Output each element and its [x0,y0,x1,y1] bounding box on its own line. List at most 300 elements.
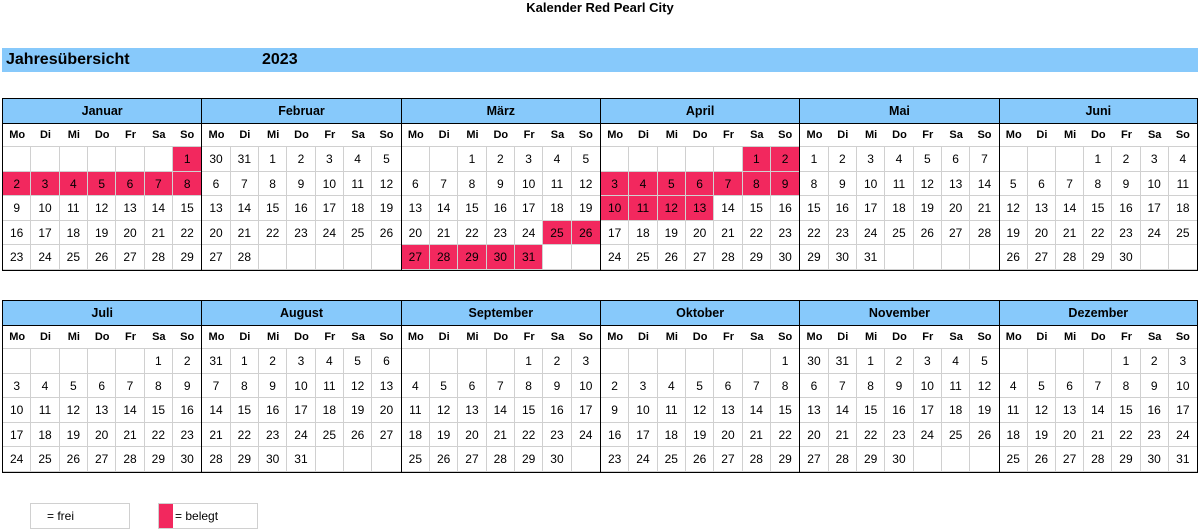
day-cell[interactable]: 2 [259,349,287,374]
day-cell[interactable]: 3 [857,147,885,172]
day-cell[interactable]: 23 [543,423,571,448]
day-cell[interactable]: 28 [487,447,515,472]
day-cell[interactable]: 29 [515,447,543,472]
day-cell[interactable]: 8 [259,172,287,197]
day-cell[interactable]: 24 [316,221,344,246]
day-cell[interactable]: 11 [629,196,657,221]
day-cell[interactable]: 17 [572,398,600,423]
day-cell[interactable]: 25 [885,221,913,246]
day-cell[interactable]: 9 [771,172,799,197]
day-cell[interactable]: 20 [88,423,116,448]
day-cell[interactable]: 13 [1056,398,1084,423]
day-cell[interactable]: 13 [88,398,116,423]
day-cell[interactable]: 15 [1112,398,1140,423]
day-cell[interactable]: 13 [800,398,828,423]
day-cell[interactable]: 29 [1084,245,1112,270]
day-cell[interactable]: 10 [572,374,600,399]
day-cell[interactable]: 30 [1141,447,1169,472]
day-cell[interactable]: 29 [771,447,799,472]
day-cell[interactable]: 24 [3,447,31,472]
day-cell[interactable]: 10 [1141,172,1169,197]
day-cell[interactable]: 9 [3,196,31,221]
day-cell[interactable]: 24 [31,245,59,270]
day-cell[interactable]: 12 [914,172,942,197]
day-cell[interactable]: 12 [686,398,714,423]
day-cell[interactable]: 31 [857,245,885,270]
day-cell[interactable]: 25 [402,447,430,472]
day-cell[interactable]: 15 [173,196,201,221]
day-cell[interactable]: 18 [658,423,686,448]
day-cell[interactable]: 21 [145,221,173,246]
day-cell[interactable]: 23 [287,221,315,246]
day-cell[interactable]: 18 [629,221,657,246]
day-cell[interactable]: 16 [487,196,515,221]
day-cell[interactable]: 19 [430,423,458,448]
day-cell[interactable]: 27 [202,245,230,270]
day-cell[interactable]: 6 [800,374,828,399]
day-cell[interactable]: 26 [372,221,400,246]
day-cell[interactable]: 8 [515,374,543,399]
day-cell[interactable]: 31 [287,447,315,472]
day-cell[interactable]: 24 [601,245,629,270]
day-cell[interactable]: 10 [287,374,315,399]
day-cell[interactable]: 17 [914,398,942,423]
day-cell[interactable]: 19 [88,221,116,246]
day-cell[interactable]: 23 [259,423,287,448]
day-cell[interactable]: 3 [914,349,942,374]
day-cell[interactable]: 27 [714,447,742,472]
day-cell[interactable]: 11 [402,398,430,423]
day-cell[interactable]: 19 [686,423,714,448]
day-cell[interactable]: 27 [402,245,430,270]
day-cell[interactable]: 13 [1028,196,1056,221]
day-cell[interactable]: 29 [1112,447,1140,472]
day-cell[interactable]: 16 [885,398,913,423]
day-cell[interactable]: 18 [1169,196,1197,221]
day-cell[interactable]: 25 [344,221,372,246]
day-cell[interactable]: 12 [430,398,458,423]
day-cell[interactable]: 7 [743,374,771,399]
day-cell[interactable]: 5 [60,374,88,399]
day-cell[interactable]: 19 [1028,423,1056,448]
day-cell[interactable]: 28 [430,245,458,270]
day-cell[interactable]: 8 [771,374,799,399]
day-cell[interactable]: 15 [259,196,287,221]
day-cell[interactable]: 22 [458,221,486,246]
day-cell[interactable]: 20 [942,196,970,221]
day-cell[interactable]: 16 [173,398,201,423]
day-cell[interactable]: 11 [942,374,970,399]
day-cell[interactable]: 20 [1056,423,1084,448]
day-cell[interactable]: 4 [402,374,430,399]
day-cell[interactable]: 7 [116,374,144,399]
day-cell[interactable]: 3 [572,349,600,374]
day-cell[interactable]: 26 [60,447,88,472]
day-cell[interactable]: 8 [173,172,201,197]
day-cell[interactable]: 23 [771,221,799,246]
day-cell[interactable]: 15 [1084,196,1112,221]
day-cell[interactable]: 27 [942,221,970,246]
day-cell[interactable]: 11 [31,398,59,423]
day-cell[interactable]: 11 [60,196,88,221]
day-cell[interactable]: 16 [829,196,857,221]
day-cell[interactable]: 19 [914,196,942,221]
day-cell[interactable]: 9 [259,374,287,399]
day-cell[interactable]: 24 [914,423,942,448]
day-cell[interactable]: 9 [543,374,571,399]
day-cell[interactable]: 17 [1141,196,1169,221]
day-cell[interactable]: 12 [344,374,372,399]
day-cell[interactable]: 26 [572,221,600,246]
day-cell[interactable]: 14 [714,196,742,221]
day-cell[interactable]: 21 [743,423,771,448]
day-cell[interactable]: 3 [31,172,59,197]
day-cell[interactable]: 30 [800,349,828,374]
day-cell[interactable]: 26 [1000,245,1028,270]
day-cell[interactable]: 23 [173,423,201,448]
day-cell[interactable]: 5 [970,349,998,374]
day-cell[interactable]: 11 [543,172,571,197]
day-cell[interactable]: 28 [829,447,857,472]
day-cell[interactable]: 25 [942,423,970,448]
day-cell[interactable]: 30 [543,447,571,472]
day-cell[interactable]: 1 [259,147,287,172]
day-cell[interactable]: 1 [800,147,828,172]
day-cell[interactable]: 7 [145,172,173,197]
day-cell[interactable]: 18 [1000,423,1028,448]
day-cell[interactable]: 25 [31,447,59,472]
day-cell[interactable]: 22 [1084,221,1112,246]
day-cell[interactable]: 7 [829,374,857,399]
day-cell[interactable]: 11 [344,172,372,197]
day-cell[interactable]: 10 [601,196,629,221]
day-cell[interactable]: 17 [31,221,59,246]
day-cell[interactable]: 15 [515,398,543,423]
day-cell[interactable]: 9 [487,172,515,197]
day-cell[interactable]: 20 [458,423,486,448]
day-cell[interactable]: 6 [372,349,400,374]
day-cell[interactable]: 12 [970,374,998,399]
day-cell[interactable]: 4 [60,172,88,197]
day-cell[interactable]: 20 [1028,221,1056,246]
day-cell[interactable]: 13 [942,172,970,197]
day-cell[interactable]: 18 [942,398,970,423]
day-cell[interactable]: 4 [316,349,344,374]
day-cell[interactable]: 2 [885,349,913,374]
day-cell[interactable]: 16 [3,221,31,246]
day-cell[interactable]: 16 [1112,196,1140,221]
day-cell[interactable]: 17 [601,221,629,246]
day-cell[interactable]: 9 [829,172,857,197]
day-cell[interactable]: 29 [173,245,201,270]
day-cell[interactable]: 1 [1084,147,1112,172]
day-cell[interactable]: 21 [430,221,458,246]
day-cell[interactable]: 7 [231,172,259,197]
day-cell[interactable]: 14 [1084,398,1112,423]
day-cell[interactable]: 26 [970,423,998,448]
day-cell[interactable]: 2 [287,147,315,172]
day-cell[interactable]: 3 [1169,349,1197,374]
day-cell[interactable]: 15 [458,196,486,221]
day-cell[interactable]: 9 [1112,172,1140,197]
day-cell[interactable]: 23 [1112,221,1140,246]
day-cell[interactable]: 21 [970,196,998,221]
day-cell[interactable]: 24 [572,423,600,448]
day-cell[interactable]: 27 [88,447,116,472]
day-cell[interactable]: 3 [287,349,315,374]
day-cell[interactable]: 6 [942,147,970,172]
day-cell[interactable]: 18 [885,196,913,221]
day-cell[interactable]: 31 [829,349,857,374]
day-cell[interactable]: 22 [145,423,173,448]
day-cell[interactable]: 24 [515,221,543,246]
day-cell[interactable]: 17 [316,196,344,221]
day-cell[interactable]: 11 [1000,398,1028,423]
day-cell[interactable]: 11 [1169,172,1197,197]
day-cell[interactable]: 23 [1141,423,1169,448]
day-cell[interactable]: 14 [829,398,857,423]
day-cell[interactable]: 6 [202,172,230,197]
day-cell[interactable]: 6 [402,172,430,197]
day-cell[interactable]: 19 [344,398,372,423]
day-cell[interactable]: 27 [458,447,486,472]
day-cell[interactable]: 14 [116,398,144,423]
day-cell[interactable]: 19 [572,196,600,221]
day-cell[interactable]: 12 [658,196,686,221]
day-cell[interactable]: 5 [572,147,600,172]
day-cell[interactable]: 30 [173,447,201,472]
day-cell[interactable]: 18 [402,423,430,448]
day-cell[interactable]: 10 [316,172,344,197]
day-cell[interactable]: 26 [88,245,116,270]
day-cell[interactable]: 7 [1084,374,1112,399]
day-cell[interactable]: 5 [914,147,942,172]
day-cell[interactable]: 27 [686,245,714,270]
day-cell[interactable]: 21 [829,423,857,448]
day-cell[interactable]: 15 [800,196,828,221]
day-cell[interactable]: 3 [1141,147,1169,172]
day-cell[interactable]: 14 [202,398,230,423]
day-cell[interactable]: 12 [60,398,88,423]
day-cell[interactable]: 29 [743,245,771,270]
day-cell[interactable]: 28 [1056,245,1084,270]
day-cell[interactable]: 15 [743,196,771,221]
day-cell[interactable]: 13 [714,398,742,423]
day-cell[interactable]: 7 [714,172,742,197]
day-cell[interactable]: 4 [344,147,372,172]
day-cell[interactable]: 8 [145,374,173,399]
day-cell[interactable]: 17 [629,423,657,448]
day-cell[interactable]: 5 [372,147,400,172]
day-cell[interactable]: 22 [800,221,828,246]
day-cell[interactable]: 18 [543,196,571,221]
day-cell[interactable]: 21 [202,423,230,448]
day-cell[interactable]: 23 [487,221,515,246]
day-cell[interactable]: 2 [829,147,857,172]
day-cell[interactable]: 10 [1169,374,1197,399]
day-cell[interactable]: 19 [658,221,686,246]
day-cell[interactable]: 15 [231,398,259,423]
day-cell[interactable]: 31 [1169,447,1197,472]
day-cell[interactable]: 30 [1112,245,1140,270]
day-cell[interactable]: 7 [487,374,515,399]
day-cell[interactable]: 24 [1141,221,1169,246]
day-cell[interactable]: 26 [658,245,686,270]
day-cell[interactable]: 5 [88,172,116,197]
day-cell[interactable]: 13 [686,196,714,221]
day-cell[interactable]: 4 [942,349,970,374]
day-cell[interactable]: 6 [458,374,486,399]
day-cell[interactable]: 24 [1169,423,1197,448]
day-cell[interactable]: 3 [316,147,344,172]
day-cell[interactable]: 13 [202,196,230,221]
day-cell[interactable]: 3 [3,374,31,399]
day-cell[interactable]: 17 [1169,398,1197,423]
day-cell[interactable]: 31 [231,147,259,172]
day-cell[interactable]: 1 [771,349,799,374]
day-cell[interactable]: 28 [231,245,259,270]
day-cell[interactable]: 4 [1169,147,1197,172]
day-cell[interactable]: 4 [885,147,913,172]
day-cell[interactable]: 24 [287,423,315,448]
day-cell[interactable]: 25 [1169,221,1197,246]
day-cell[interactable]: 20 [372,398,400,423]
day-cell[interactable]: 22 [259,221,287,246]
day-cell[interactable]: 9 [1141,374,1169,399]
day-cell[interactable]: 8 [1084,172,1112,197]
day-cell[interactable]: 26 [914,221,942,246]
day-cell[interactable]: 6 [714,374,742,399]
day-cell[interactable]: 22 [173,221,201,246]
day-cell[interactable]: 17 [3,423,31,448]
day-cell[interactable]: 30 [885,447,913,472]
day-cell[interactable]: 20 [402,221,430,246]
day-cell[interactable]: 2 [1112,147,1140,172]
day-cell[interactable]: 13 [402,196,430,221]
day-cell[interactable]: 18 [316,398,344,423]
day-cell[interactable]: 12 [88,196,116,221]
day-cell[interactable]: 28 [743,447,771,472]
day-cell[interactable]: 22 [231,423,259,448]
day-cell[interactable]: 2 [487,147,515,172]
day-cell[interactable]: 11 [658,398,686,423]
day-cell[interactable]: 29 [145,447,173,472]
day-cell[interactable]: 16 [771,196,799,221]
day-cell[interactable]: 12 [572,172,600,197]
day-cell[interactable]: 8 [1112,374,1140,399]
day-cell[interactable]: 4 [658,374,686,399]
day-cell[interactable]: 3 [601,172,629,197]
day-cell[interactable]: 14 [430,196,458,221]
day-cell[interactable]: 8 [743,172,771,197]
day-cell[interactable]: 28 [202,447,230,472]
day-cell[interactable]: 7 [1056,172,1084,197]
day-cell[interactable]: 16 [1141,398,1169,423]
day-cell[interactable]: 16 [543,398,571,423]
day-cell[interactable]: 18 [31,423,59,448]
day-cell[interactable]: 21 [487,423,515,448]
day-cell[interactable]: 28 [970,221,998,246]
day-cell[interactable]: 1 [458,147,486,172]
day-cell[interactable]: 30 [829,245,857,270]
day-cell[interactable]: 5 [1000,172,1028,197]
day-cell[interactable]: 16 [287,196,315,221]
day-cell[interactable]: 14 [1056,196,1084,221]
day-cell[interactable]: 14 [487,398,515,423]
day-cell[interactable]: 17 [857,196,885,221]
day-cell[interactable]: 2 [771,147,799,172]
day-cell[interactable]: 18 [60,221,88,246]
day-cell[interactable]: 9 [173,374,201,399]
day-cell[interactable]: 31 [515,245,543,270]
day-cell[interactable]: 9 [885,374,913,399]
day-cell[interactable]: 28 [1084,447,1112,472]
day-cell[interactable]: 12 [372,172,400,197]
day-cell[interactable]: 1 [743,147,771,172]
day-cell[interactable]: 6 [1056,374,1084,399]
day-cell[interactable]: 5 [430,374,458,399]
day-cell[interactable]: 20 [714,423,742,448]
day-cell[interactable]: 11 [885,172,913,197]
day-cell[interactable]: 30 [487,245,515,270]
day-cell[interactable]: 21 [1084,423,1112,448]
day-cell[interactable]: 2 [601,374,629,399]
day-cell[interactable]: 25 [658,447,686,472]
day-cell[interactable]: 20 [202,221,230,246]
day-cell[interactable]: 5 [658,172,686,197]
day-cell[interactable]: 9 [287,172,315,197]
day-cell[interactable]: 30 [259,447,287,472]
day-cell[interactable]: 29 [800,245,828,270]
day-cell[interactable]: 19 [372,196,400,221]
day-cell[interactable]: 27 [116,245,144,270]
day-cell[interactable]: 15 [771,398,799,423]
day-cell[interactable]: 8 [857,374,885,399]
day-cell[interactable]: 4 [1000,374,1028,399]
day-cell[interactable]: 14 [231,196,259,221]
day-cell[interactable]: 3 [629,374,657,399]
day-cell[interactable]: 2 [173,349,201,374]
day-cell[interactable]: 10 [914,374,942,399]
day-cell[interactable]: 23 [885,423,913,448]
day-cell[interactable]: 4 [629,172,657,197]
day-cell[interactable]: 21 [231,221,259,246]
day-cell[interactable]: 24 [629,447,657,472]
day-cell[interactable]: 1 [1112,349,1140,374]
day-cell[interactable]: 26 [1028,447,1056,472]
day-cell[interactable]: 6 [686,172,714,197]
day-cell[interactable]: 21 [714,221,742,246]
day-cell[interactable]: 17 [515,196,543,221]
day-cell[interactable]: 28 [714,245,742,270]
day-cell[interactable]: 14 [970,172,998,197]
day-cell[interactable]: 8 [458,172,486,197]
day-cell[interactable]: 27 [1056,447,1084,472]
day-cell[interactable]: 26 [686,447,714,472]
day-cell[interactable]: 31 [202,349,230,374]
day-cell[interactable]: 2 [543,349,571,374]
day-cell[interactable]: 1 [857,349,885,374]
day-cell[interactable]: 20 [800,423,828,448]
day-cell[interactable]: 19 [1000,221,1028,246]
day-cell[interactable]: 28 [145,245,173,270]
day-cell[interactable]: 1 [515,349,543,374]
day-cell[interactable]: 22 [771,423,799,448]
day-cell[interactable]: 23 [601,447,629,472]
day-cell[interactable]: 18 [344,196,372,221]
day-cell[interactable]: 5 [686,374,714,399]
day-cell[interactable]: 30 [202,147,230,172]
